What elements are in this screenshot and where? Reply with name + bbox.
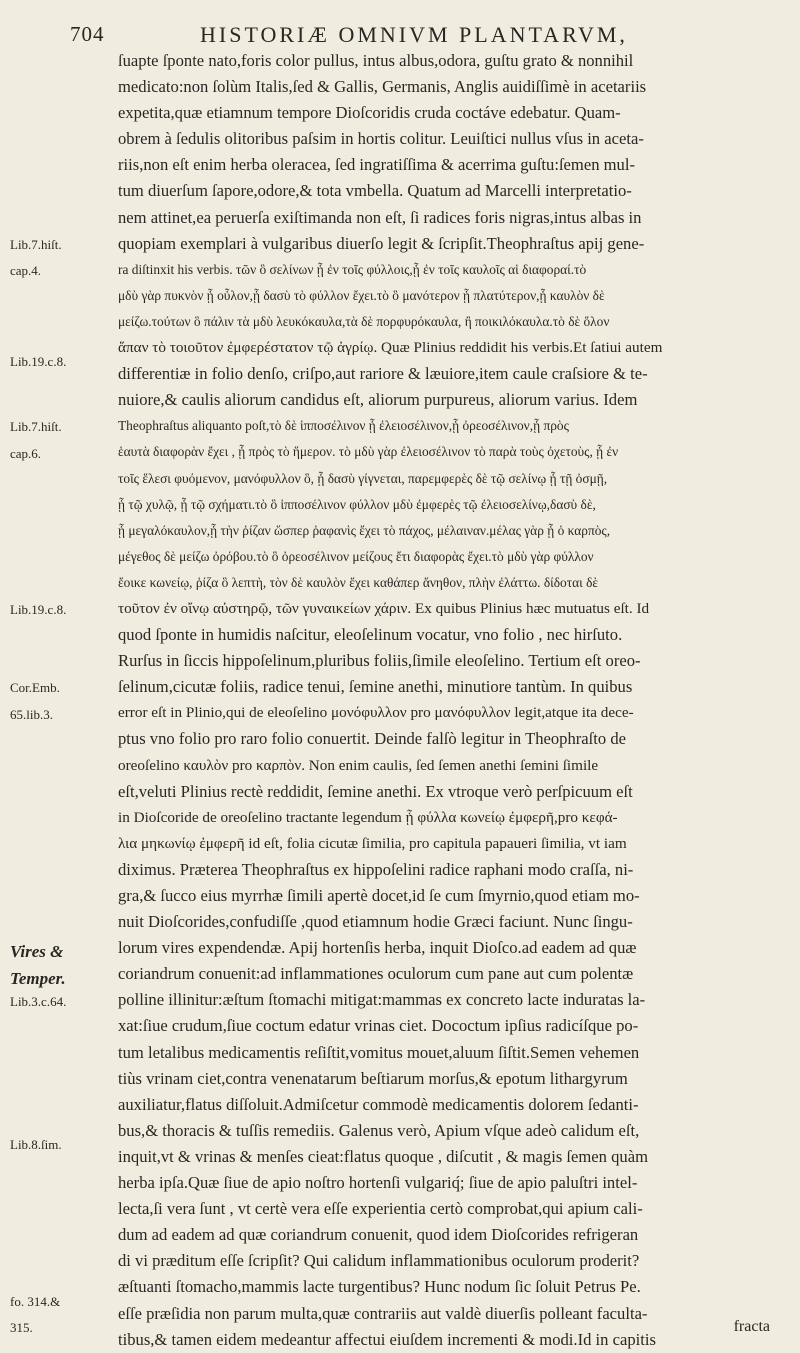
text-line: nem attinet,ea peruerſa exiſtimanda non eſt, ſi radices foris nigras,intus albas in	[118, 207, 642, 227]
catchword: fracta	[733, 1318, 770, 1335]
text-line: eſt,veluti Plinius rectè reddidit, ſemine anethi. Ex vtroque verò perſpicuum eſt	[118, 781, 633, 801]
text-line: ᾗ μεγαλόκαυλον,ᾗ τὴν ῥίζαν ὥσπερ ῥαφανὶς ἔχει τὸ πάχος, μέλαιναν.μέλας γὰρ ᾗ ὁ καρπὸς,	[118, 522, 611, 538]
text-line: tum letalibus medicamentis reſiſtit,vomitus mouet,aluum ſiſtit.Semen vehemen	[118, 1042, 640, 1062]
text-line: μδὺ γὰρ πυκνὸν ᾗ οὖλον,ᾗ δασὺ τὸ φύλλον ἔχει.τὸ ὃ μανότερον ᾗ πλατύτερον,ᾗ καυλὸν δὲ	[118, 287, 605, 303]
text-line: coriandrum conuenit:ad inflammationes oculorum cum pane aut cum polentæ	[118, 964, 634, 984]
text-line: eſſe præſidia non parum multa,quæ contrariis aut valdè diuerſis polleant faculta-	[118, 1303, 648, 1323]
text-line: auxiliatur,flatus diſſoluit.Admiſcetur commodè medicamentis dolorem ſedanti-	[118, 1094, 639, 1114]
text-line: in Dioſcoride de oreoſelino tractante legendum ᾗ φύλλα κωνείῳ ἐμφερῆ,pro κεφά-	[118, 808, 618, 826]
text-line: medicato:non ſolùm Italis,ſed & Gallis, Germanis, Anglis auidiſſimè in acetariis	[118, 77, 647, 97]
text-line: æſtuanti ſtomacho,mammis lacte turgentibus? Hunc nodum ſic ſoluit Petrus Pe.	[118, 1277, 641, 1297]
text-line: ἔοικε κωνείῳ, ῥίζα ὃ λεπτὴ, τὸν δὲ καυλὸν ἔχει καθάπερ ἄνηθον, πλὴν ἐλάττω. δίδοται δὲ	[118, 574, 599, 590]
text-line: ἑαυτὰ διαφορὰν ἔχει , ᾗ πρὸς τὸ ἥμερον. τὸ μδὺ γὰρ ἐλειοσέλινον τὸ παρὰ τοὺς ὀχετοὺς, ᾗ ἐν	[118, 444, 619, 460]
text-line: expetita,quæ etiamnum tempore Dioſcoridis cruda coctáve edebatur. Quam-	[118, 103, 621, 123]
margin-note: Temper.	[10, 968, 66, 988]
text-line: polline illinitur:æſtum ſtomachi mitigat:mammas ex concreto lacte induratas la-	[118, 990, 646, 1010]
margin-note: Lib.7.hiſt.	[10, 419, 62, 435]
page-number: 704	[70, 22, 105, 46]
text-line: μείζω.τούτων ὃ πάλιν τὰ μδὺ λευκόκαυλα,τὰ δὲ πορφυρόκαυλα, ἢ ποικιλόκαυλα.τὸ δὲ ὅλον	[118, 313, 610, 329]
margin-note: Lib.19.c.8.	[10, 602, 67, 618]
text-line: xat:ſiue crudum,ſiue coctum edatur vrinas ciet. Dococtum ipſius radicíſque po-	[118, 1016, 639, 1036]
text-line: tum diuerſum ſapore,odore,& tota vmbella. Quatum ad Marcelli interpretatio-	[118, 181, 632, 201]
text-line: riis,non eſt enim herba oleracea, ſed ingratiſſima & acerrima guſtu:ſemen mul-	[118, 155, 635, 175]
main-text	[118, 48, 783, 1353]
text-line: obrem à ſedulis olitoribus paſsim in hortis colitur. Leuiſtici nullus vſus in aceta-	[118, 129, 644, 149]
text-line: herba ipſa.Quæ ſiue de apio noſtro hortenſi vulgariq́; ſiue de apio paluſtri intel-	[118, 1173, 638, 1193]
text-line: μέγεθος δὲ μείζω ὀρόβου.τὸ ὃ ὀρεοσέλινον μείζους ἔτι διαφορὰς ἔχει.τὸ μδὺ γὰρ φύλλον	[118, 548, 594, 564]
text-line: ἅπαν τὸ τοιοῦτον ἐμφερέστατον τῷ ἀγρίῳ. Quæ Plinius reddidit his verbis.Et ſatiui autem	[118, 339, 663, 357]
text-line: di vi præditum eſſe ſcripſit? Qui calidum inflammationibus oculorum proderit?	[118, 1251, 640, 1271]
margin-note: Lib.8.ſim.	[10, 1137, 62, 1153]
text-line: quopiam exemplari à vulgaribus diuerſo legit & ſcripſit.Theophraſtus apij gene-	[118, 233, 645, 253]
text-line: ſelinum,cicutæ foliis, radice tenui, ſemine anethi, minutiore tantùm. In quibus	[118, 677, 633, 697]
margin-note: Vires &	[10, 942, 64, 962]
text-line: nuit Dioſcorides,confudiſſe ,quod etiamnum hodie Græci faciunt. Nunc ſingu-	[118, 912, 633, 932]
text-line: ſuapte ſponte nato,foris color pullus, intus albus,odora, guſtu grato & nonnihil	[118, 51, 634, 70]
text-line: error eſt in Plinio,qui de eleoſelino μονόφυλλον pro μανόφυλλον legit,atque ita dece-	[118, 704, 634, 722]
text-line: oreoſelino καυλὸν pro καρπὸν. Non enim caulis, ſed ſemen anethi ſemini ſimile	[118, 756, 599, 774]
margin-note: Lib.3.c.64.	[10, 993, 67, 1009]
text-line: dum ad eadem ad quæ coriandrum conuenit, quod idem Dioſcorides refrigeran	[118, 1225, 639, 1245]
margin-note: 315.	[10, 1319, 33, 1335]
text-line: ptus vno folio pro raro folio conuertit. Deinde falſò legitur in Theophraſto de	[118, 729, 626, 749]
margin-note: Lib.19.c.8.	[10, 354, 67, 370]
text-line: lorum vires expendendæ. Apij hortenſis herba, inquit Dioſco.ad eadem ad quæ	[118, 938, 637, 958]
margin-note: 65.lib.3.	[10, 706, 53, 722]
text-line: gra,& ſucco eius myrrhæ ſimili apertè docet,id ſe cum ſmyrnio,quod etiam mo-	[118, 886, 640, 905]
text-line: differentiæ in folio denſo, criſpo,aut rariore & læuiore,item caule craſsiore & te-	[118, 364, 648, 384]
margin-note: cap.4.	[10, 262, 42, 278]
text-line: inquit,vt & vrinas & menſes cieat:flatus quoque , diſcutit , & magis ſemen quàm	[118, 1146, 648, 1166]
margin-note: cap.6.	[10, 445, 42, 461]
text-line: Rurſus in ſiccis hippoſelinum,pluribus foliis,ſimile eleoſelino. Tertium eſt oreo-	[118, 651, 641, 671]
margin-note: Lib.7.hiſt.	[10, 236, 62, 252]
margin-note: Cor.Emb.	[10, 680, 60, 696]
text-line: tiùs vrinam ciet,contra venenatarum beſtiarum morſus,& epotum lithargyrum	[118, 1068, 628, 1088]
text-line: ra diſtinxit his verbis. τῶν ὃ σελίνων ᾗ ἐν τοῖς φύλλοις,ᾗ ἐν τοῖς καυλοῖς αἱ διαφοραί.τὸ	[118, 261, 587, 277]
text-line: Theophraſtus aliquanto poſt,τὸ δὲ ἱπποσέλινον ᾗ ἐλειοσέλινον,ᾗ ὀρεοσέλινον,ᾗ πρὸς	[118, 418, 569, 434]
text-line: ᾗ τῷ χυλῷ, ᾗ τῷ σχήματι.τὸ ὃ ἱπποσέλινον φύλλον μδὺ ἐμφερὲς τῷ ἐλειοσελίνῳ,δασὺ δὲ,	[118, 496, 596, 512]
text-line: nuiore,& caulis aliorum candidus eſt, aliorum purpureus, aliorum varius. Idem	[118, 390, 638, 410]
text-line: bus,& thoracis & tuſſis remediis. Galenus verò, Apium vſque adeò calidum eſt,	[118, 1120, 640, 1140]
text-line: τοῖς ἕλεσι φυόμενον, μανόφυλλον ὃ, ᾗ δασὺ γίγνεται, παρεμφερὲς δὲ τῷ σελίνῳ ᾗ τῇ ὀσμῇ,	[118, 470, 608, 486]
text-line: λια μηκωνίῳ ἐμφερῆ id eſt, folia cicutæ ſimilia, pro capitula papaueri ſimilia, vt iam	[118, 834, 627, 852]
text-line: quod ſponte in humidis naſcitur, eleoſelinum vocatur, vno folio , nec hirſuto.	[118, 625, 623, 645]
text-line: lecta,ſi vera ſunt , vt certè vera eſſe experientia certò comprobat,qui apium cali-	[118, 1199, 643, 1219]
text-line: tibus,& tamen eidem medeantur affectui eiuſdem incrementi & modi.Id in capitis	[118, 1329, 656, 1349]
text-line: diximus. Præterea Theophraſtus ex hippoſelini radice raphani modo craſſa, ni-	[118, 859, 634, 879]
margin-note: fo. 314.&	[10, 1293, 61, 1309]
running-title: HISTORIÆ OMNIVM PLANTARVM,	[200, 22, 628, 47]
text-line: τοῦτον ἐν οἴνῳ αὐστηρῷ, τῶν γυναικείων χάριν. Ex quibus Plinius hæc mutuatus eſt. Id	[118, 599, 650, 617]
